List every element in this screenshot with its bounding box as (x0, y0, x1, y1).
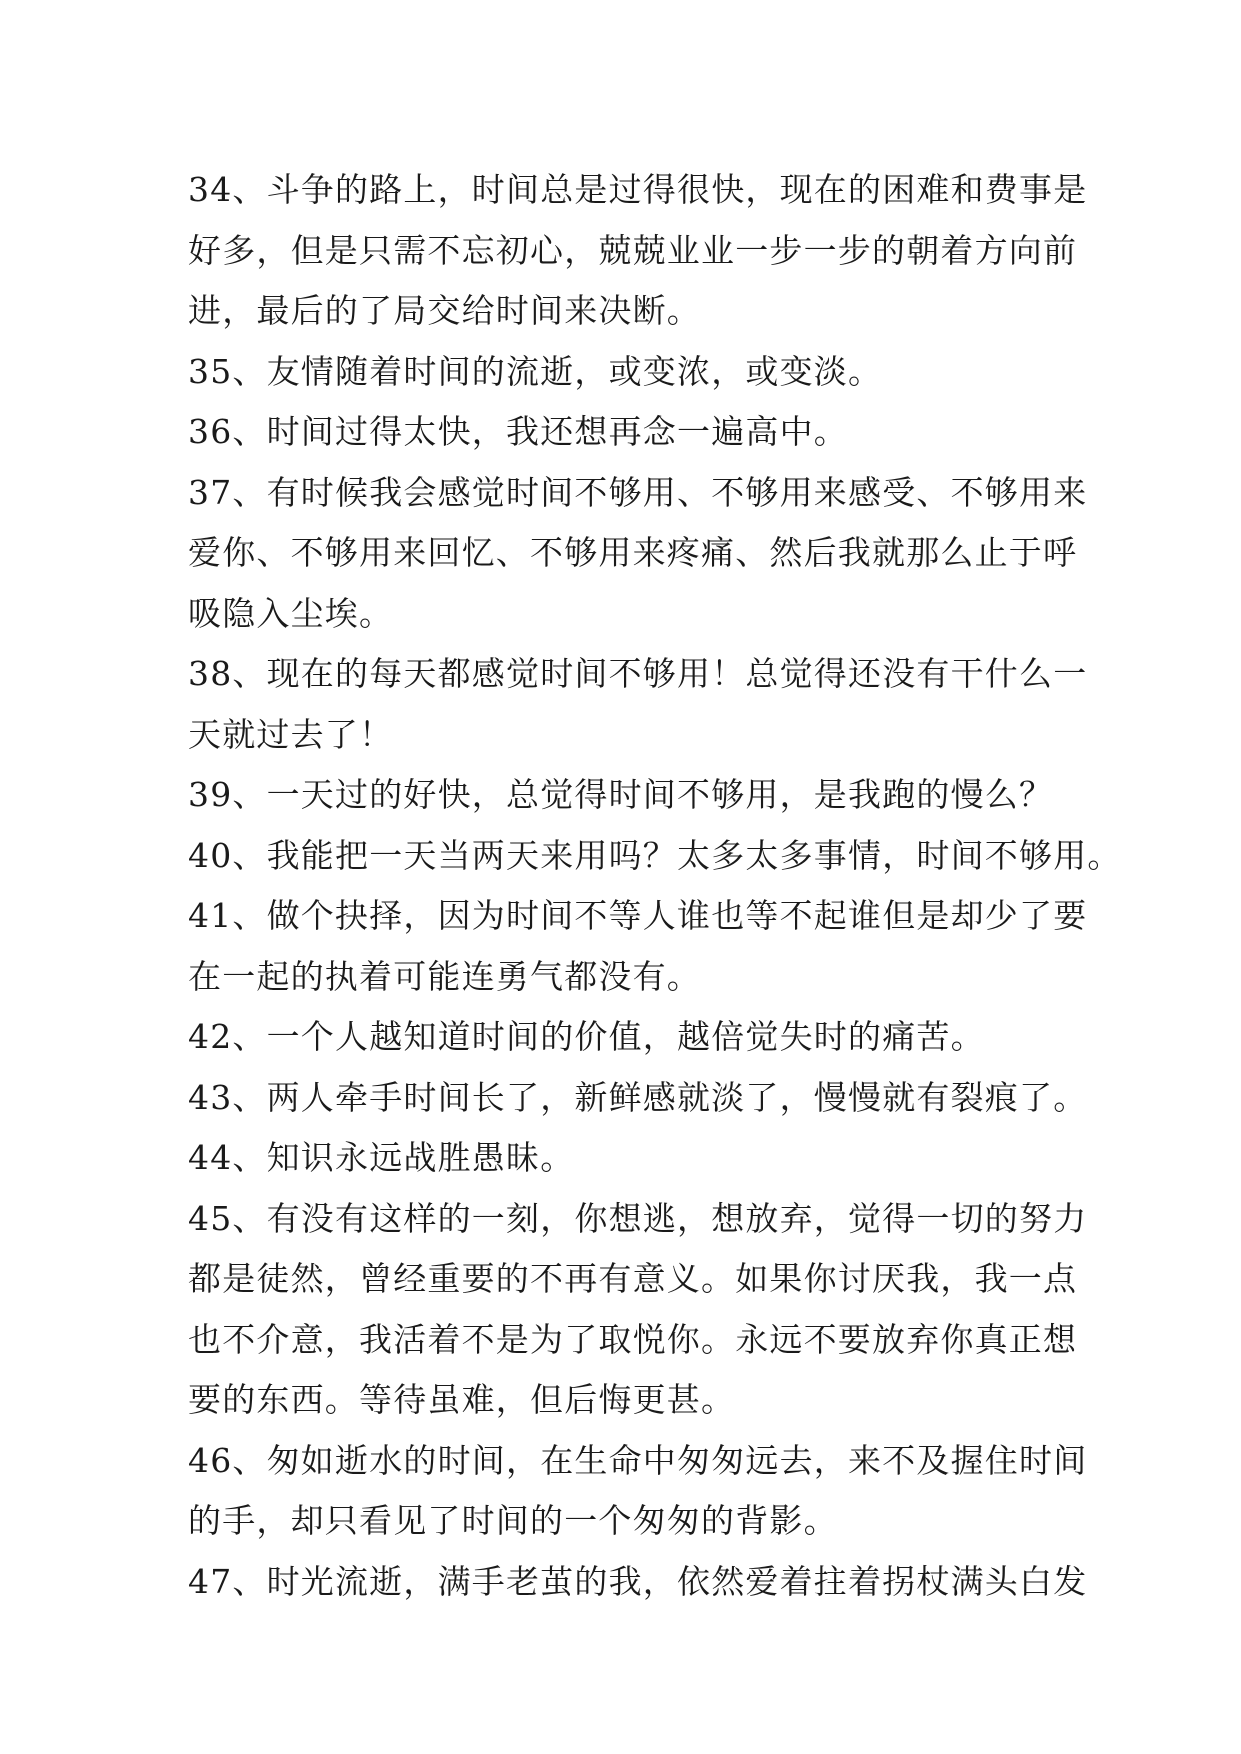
text-line-43: 43、两人牵手时间长了，新鲜感就淡了，慢慢就有裂痕了。 (188, 1077, 1088, 1117)
text-line-39: 39、一天过的好快，总觉得时间不够用，是我跑的慢么？ (188, 775, 1054, 814)
text-line-37b: 爱你、不够用来回忆、不够用来疼痛、然后我就那么止于呼 (188, 533, 1078, 572)
text-line-40: 40、我能把一天当两天来用吗？太多太多事情，时间不够用。 (188, 835, 1122, 875)
text-line-34c: 进，最后的了局交给时间来决断。 (188, 291, 701, 330)
text-line-46a: 46、匆如逝水的时间，在生命中匆匆远去，来不及握住时间 (188, 1440, 1088, 1480)
text-line-41a: 41、做个抉择，因为时间不等人谁也等不起谁但是却少了要 (188, 896, 1088, 935)
text-line-46b: 的手，却只看见了时间的一个匆匆的背影。 (188, 1501, 838, 1540)
text-line-37c: 吸隐入尘埃。 (188, 593, 394, 633)
text-line-42: 42、一个人越知道时间的价值，越倍觉失时的痛苦。 (188, 1017, 985, 1056)
text-line-45c: 也不介意，我活着不是为了取悦你。永远不要放弃你真正想 (188, 1319, 1078, 1359)
document-body (188, 160, 1122, 1612)
text-line-47: 47、时光流逝，满手老茧的我，依然爱着拄着拐杖满头白发 (188, 1561, 1088, 1601)
text-line-44: 44、知识永远战胜愚昧。 (188, 1138, 575, 1177)
text-line-36: 36、时间过得太快，我还想再念一遍高中。 (188, 412, 848, 451)
text-line-38a: 38、现在的每天都感觉时间不够用！总觉得还没有干什么一 (188, 654, 1088, 693)
text-line-38b: 天就过去了！ (188, 714, 394, 754)
text-line-45a: 45、有没有这样的一刻，你想逃，想放弃，觉得一切的努力 (188, 1198, 1088, 1238)
text-line-35: 35、友情随着时间的流逝，或变浓，或变淡。 (188, 351, 883, 391)
text-line-41b: 在一起的执着可能连勇气都没有。 (188, 956, 701, 996)
text-line-37a: 37、有时候我会感觉时间不够用、不够用来感受、不够用来 (188, 472, 1088, 512)
text-line-34a: 34、斗争的路上，时间总是过得很快，现在的困难和费事是 (188, 170, 1088, 209)
text-line-34b: 好多，但是只需不忘初心，兢兢业业一步一步的朝着方向前 (188, 230, 1078, 270)
text-line-45d: 要的东西。等待虽难，但后悔更甚。 (188, 1380, 736, 1419)
text-line-45b: 都是徒然，曾经重要的不再有意义。如果你讨厌我，我一点 (188, 1259, 1078, 1298)
